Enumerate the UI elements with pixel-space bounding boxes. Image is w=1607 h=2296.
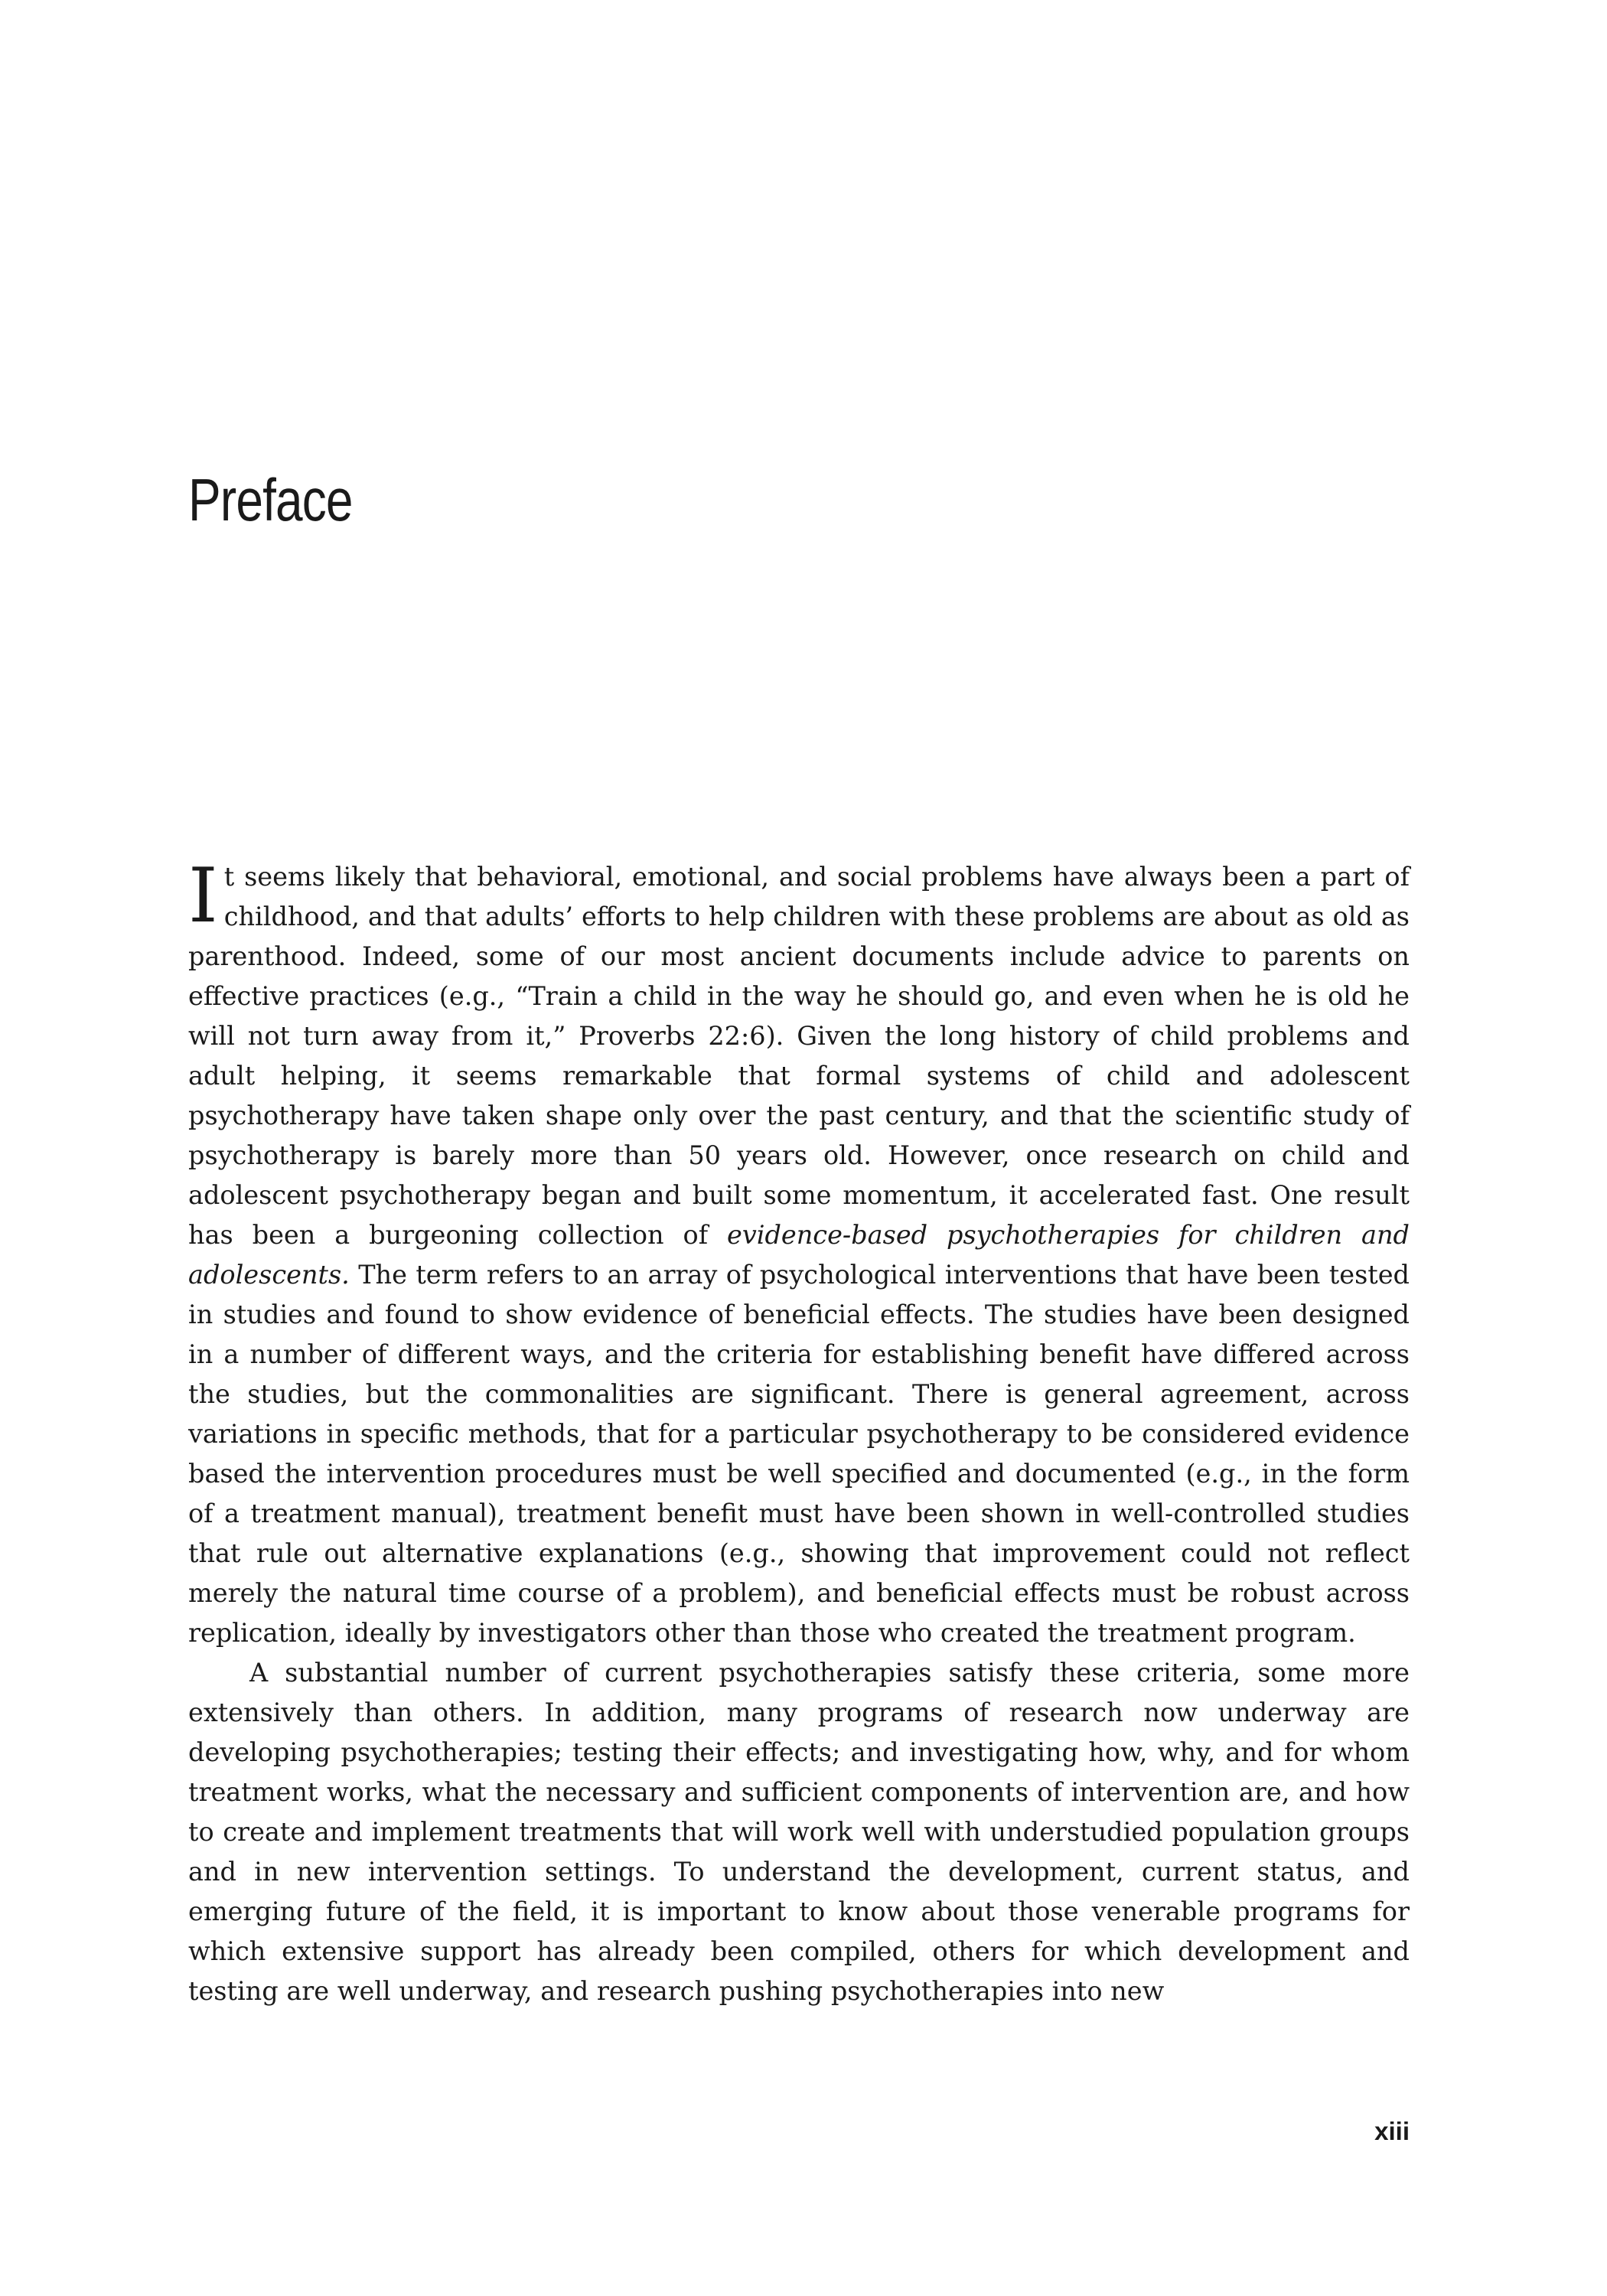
page-number: xiii (1374, 2117, 1410, 2145)
page-title: Preface (188, 466, 353, 533)
paragraph-1-text-start: t seems likely that behavioral, emotional, and social problems have always been a part of childhood, and that adults’ efforts to help children with these problems are about as old as parenthood. Indeed, some of our most ancient documents include advice to parents on effective practices (e.g., “Train a child in the way he should go, and even when he is old he will not turn away from it,” Proverbs 22:6). Given the long history of child problems and adult helping, it seems remarkable that formal systems of child and adolescent psychotherapy have taken shape only over the past century, and that the scientific study of psychotherapy is barely more than 50 years old. However, once research on child and adolescent psychotherapy began and built some momentum, it accelerated fast. One result has been a burgeoning collection of (188, 862, 1410, 1250)
drop-cap: I (188, 853, 218, 940)
paragraph-1 (188, 853, 1410, 1653)
paragraph-1-text-end: The term refers to an array of psychological interventions that have been tested in studies and found to show evidence of beneficial effects. The studies have been designed in a number of different ways, and the criteria for establishing benefit have differed across the studies, but the commonalities are significant. There is general agreement, across variations in specific methods, that for a particular psychotherapy to be considered evidence based the intervention procedures must be well specified and documented (e.g., in the form of a treatment manual), treatment benefit must have been shown in well-controlled studies that rule out alternative explanations (e.g., showing that improvement could not reflect merely the natural time course of a problem), and beneficial effects must be robust across replication, ideally by investigators other than those who created the treatment program. (188, 1260, 1410, 1648)
paragraph-2: A substantial number of current psychotherapies satisfy these criteria, some more extensively than others. In addition, many programs of research now underway are developing psychotherapies; testing their effects; and investigating how, why, and for whom treatment works, what the necessary and sufficient components of intervention are, and how to create and implement treatments that will work well with understudied population groups and in new intervention settings. To understand the development, current status, and emerging future of the field, it is important to know about those venerable programs for which extensive support has already been compiled, others for which development and testing are well underway, and research pushing psychotherapies into new (188, 1658, 1410, 2006)
emphasized-term: evidence-based psychotherapies for children and adolescents. (188, 1220, 1410, 1290)
preface-body (188, 853, 1410, 2011)
